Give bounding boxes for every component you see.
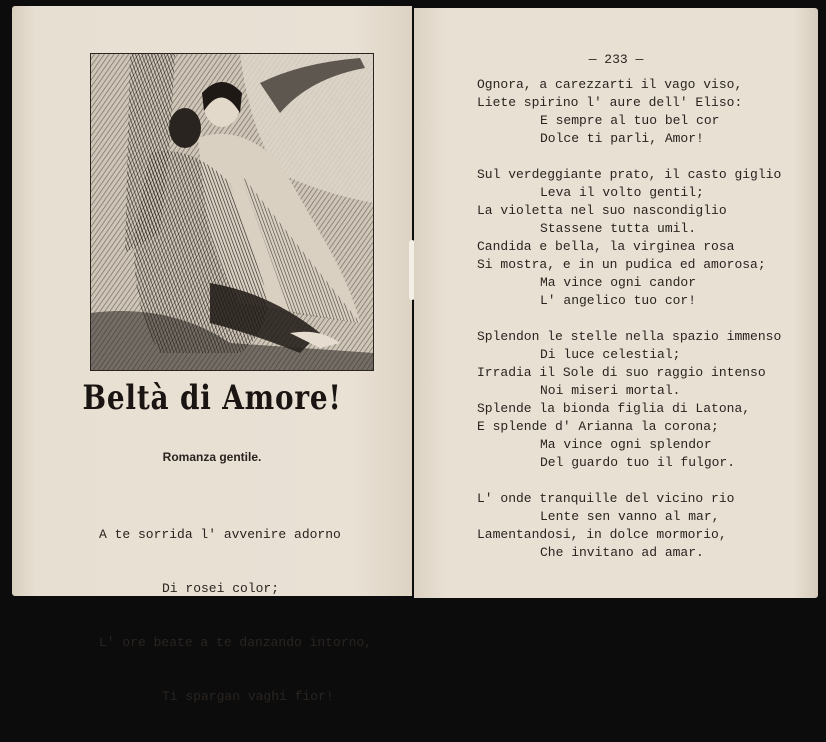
verse-line: Del guardo tuo il fulgor. — [540, 455, 736, 470]
verse-line: Sul verdeggiante prato, il casto giglio — [477, 167, 782, 182]
verse-line: A te sorrida l' avvenire adorno — [99, 527, 341, 542]
verse-line: L' ore beate a te danzando intorno, — [99, 635, 373, 650]
verse-line: Stassene tutta umil. — [540, 221, 697, 236]
stanza — [477, 490, 781, 562]
verse-line: Lamentandosi, in dolce mormorio, — [477, 527, 727, 542]
verse-line: Liete spirino l' aure dell' Eliso: — [477, 95, 743, 110]
poem-subtitle: Romanza gentile. — [162, 450, 262, 464]
verse-line: Ognora, a carezzarti il vago viso, — [477, 77, 743, 92]
verse-line: Si mostra, e in un pudica ed amorosa; — [477, 257, 766, 272]
stanza — [477, 166, 781, 310]
verse-line: Splende la bionda figlia di Latona, — [477, 401, 751, 416]
verse-line: Lente sen vanno al mar, — [540, 509, 720, 524]
left-page — [12, 6, 412, 704]
verse-line: Di rosei color; — [162, 581, 280, 596]
verse-line: Candida e bella, la virginea rosa — [477, 239, 735, 254]
page-number: — 233 — — [588, 52, 644, 67]
stanza — [477, 76, 781, 148]
left-verse — [99, 490, 372, 742]
verse-line: E splende d' Arianna la corona; — [477, 419, 719, 434]
right-page — [414, 8, 818, 598]
verse-line: E sempre al tuo bel cor — [540, 113, 720, 128]
engraving-illustration — [90, 53, 374, 371]
stanza — [477, 328, 781, 472]
poem-title: Beltà di Amore! — [82, 378, 342, 418]
verse-line: Che invitano ad amar. — [540, 545, 704, 560]
verse-line: L' onde tranquille del vicino rio — [477, 491, 735, 506]
verse-line: Ma vince ogni candor — [540, 275, 697, 290]
verse-line: Leva il volto gentil; — [540, 185, 704, 200]
verse-line: Noi miseri mortal. — [540, 383, 681, 398]
verse-line: Irradia il Sole di suo raggio intenso — [477, 365, 766, 380]
verse-line: Splendon le stelle nella spazio immenso — [477, 329, 782, 344]
right-verse — [477, 76, 781, 580]
verse-line: La violetta nel suo nascondiglio — [477, 203, 727, 218]
verse-line: L' angelico tuo cor! — [540, 293, 697, 308]
verse-line: Ti spargan vaghi fior! — [162, 689, 334, 704]
verse-line: Dolce ti parli, Amor! — [540, 131, 704, 146]
verse-line: Ma vince ogni splendor — [540, 437, 712, 452]
verse-line: Di luce celestial; — [540, 347, 681, 362]
